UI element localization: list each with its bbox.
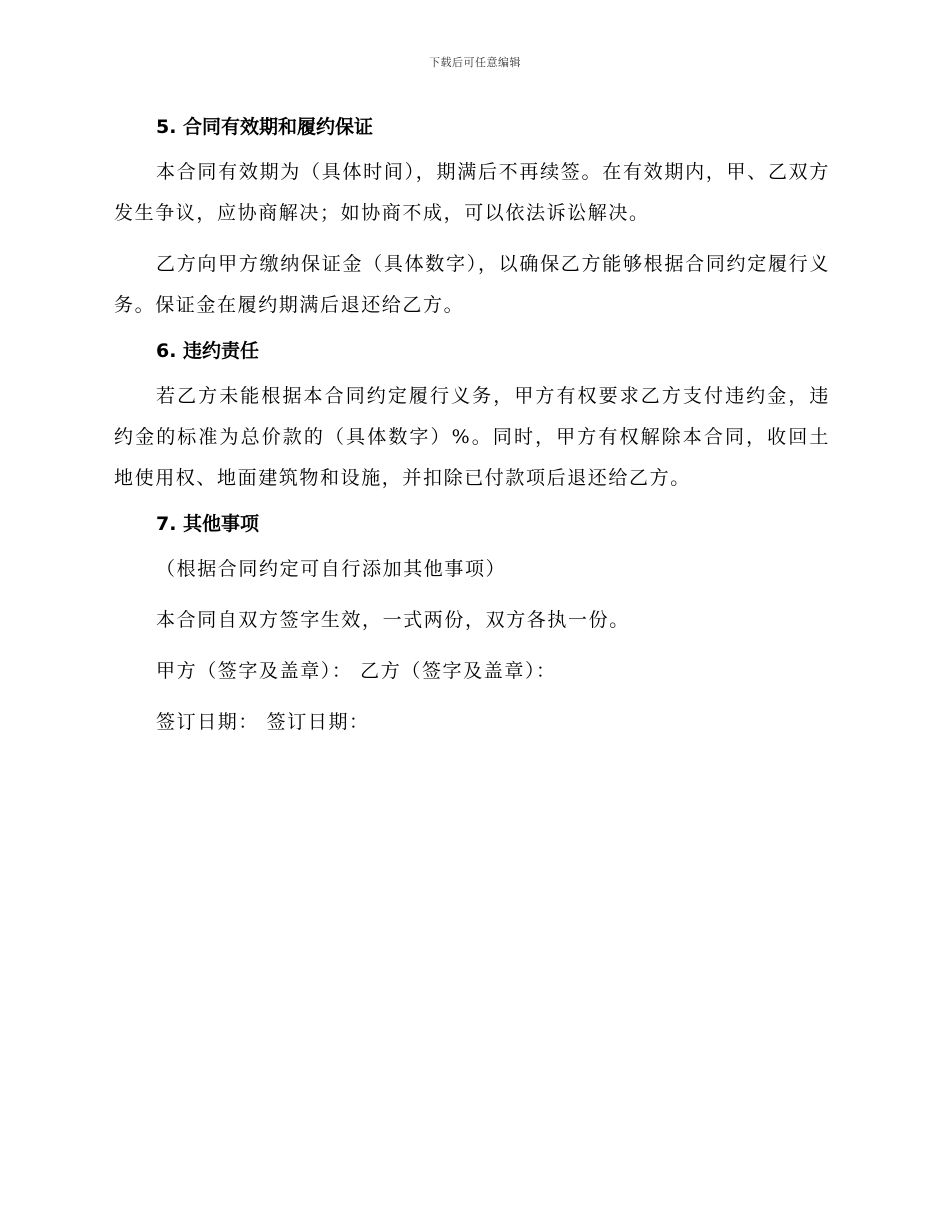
section-heading: 6. 违约责任	[156, 340, 260, 362]
section-heading: 7. 其他事项	[156, 513, 260, 535]
paragraph: 乙方向甲方缴纳保证金（具体数字），以确保乙方能够根据合同约定履行义务。保证金在履约期满后退还给乙方。	[114, 253, 830, 316]
section-5	[114, 112, 830, 326]
paragraph: 若乙方未能根据本合同约定履行义务，甲方有权要求乙方支付违约金，违约金的标准为总价款的（具体数字）%。同时，甲方有权解除本合同，收回土地使用权、地面建筑物和设施，并扣除已付款项后退还给乙方。	[114, 385, 830, 489]
paragraph: 本合同有效期为（具体时间），期满后不再续签。在有效期内，甲、乙双方发生争议，应协商解决；如协商不成，可以依法诉讼解决。	[114, 161, 830, 224]
section-7	[114, 509, 830, 743]
page-header: 下载后可任意编辑	[429, 56, 521, 69]
section-heading: 5. 合同有效期和履约保证	[156, 116, 374, 138]
section-6	[114, 336, 830, 499]
paragraph: （根据合同约定可自行添加其他事项）	[156, 558, 507, 580]
date-line: 签订日期： 签订日期：	[156, 711, 370, 733]
paragraph: 本合同自双方签字生效，一式两份，双方各执一份。	[156, 609, 630, 631]
signature-line: 甲方（签字及盖章）： 乙方（签字及盖章）：	[156, 660, 557, 682]
document-body	[114, 112, 830, 753]
